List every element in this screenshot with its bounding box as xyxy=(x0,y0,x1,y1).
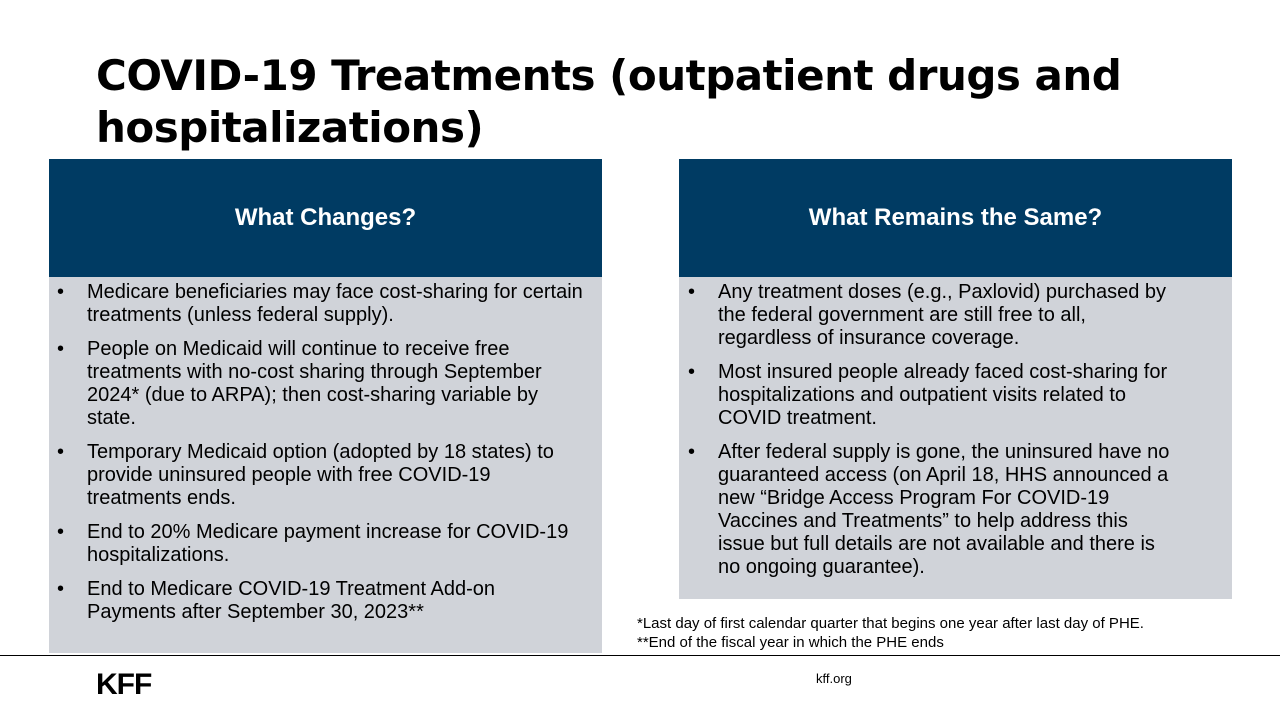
list-item-text: Any treatment doses (e.g., Paxlovid) purchased by the federal government are still free to all, regardless of insurance coverage. xyxy=(718,281,1167,349)
list-item xyxy=(57,521,588,567)
slide-title: COVID-19 Treatments (outpatient drugs and hospitalizations) xyxy=(96,51,1122,152)
what-remains-panel xyxy=(679,159,1232,599)
bullet-icon: • xyxy=(688,361,696,383)
footnote-quarter: *Last day of first calendar quarter that begins one year after last day of PHE. xyxy=(637,615,1144,632)
list-item xyxy=(57,338,588,430)
what-remains-list xyxy=(679,277,1232,579)
bullet-icon: • xyxy=(688,441,696,463)
list-item-text: After federal supply is gone, the uninsured have no guaranteed access (on April 18, HHS announced a new “Bridge Access Program For COVID-19 Vaccines and Treatments” to help address this issue but full details are not available and there is no ongoing guarantee). xyxy=(718,441,1170,578)
footnotes xyxy=(637,614,1144,652)
list-item xyxy=(688,361,1172,430)
what-remains-body xyxy=(679,277,1232,599)
list-item-text: Medicare beneficiaries may face cost-sharing for certain treatments (unless federal supply). xyxy=(87,281,583,326)
footer-divider xyxy=(0,655,1280,656)
site-url: kff.org xyxy=(816,671,852,686)
footnote-fiscal-year: **End of the fiscal year in which the PHE ends xyxy=(637,634,944,651)
list-item xyxy=(57,578,588,624)
kff-logo: KFF xyxy=(96,668,152,701)
bullet-icon: • xyxy=(57,521,65,543)
list-item xyxy=(57,441,588,510)
what-changes-panel xyxy=(49,159,602,653)
list-item xyxy=(688,441,1172,579)
what-changes-list xyxy=(49,277,602,624)
list-item-text: End to Medicare COVID-19 Treatment Add-on Payments after September 30, 2023** xyxy=(87,578,495,623)
list-item-text: End to 20% Medicare payment increase for COVID-19 hospitalizations. xyxy=(87,521,569,566)
bullet-icon: • xyxy=(688,281,696,303)
bullet-icon: • xyxy=(57,338,65,360)
list-item-text: Temporary Medicaid option (adopted by 18 states) to provide uninsured people with free COVID-19 treatments ends. xyxy=(87,441,554,509)
bullet-icon: • xyxy=(57,441,65,463)
what-changes-body xyxy=(49,277,602,653)
what-changes-header: What Changes? xyxy=(49,159,602,277)
list-item-text: Most insured people already faced cost-sharing for hospitalizations and outpatient visits related to COVID treatment. xyxy=(718,361,1168,429)
bullet-icon: • xyxy=(57,281,65,303)
bullet-icon: • xyxy=(57,578,65,600)
list-item xyxy=(688,281,1172,350)
list-item-text: People on Medicaid will continue to receive free treatments with no-cost sharing through September 2024* (due to ARPA); then cost-sharing variable by state. xyxy=(87,338,542,429)
what-remains-header: What Remains the Same? xyxy=(679,159,1232,277)
list-item xyxy=(57,281,588,327)
